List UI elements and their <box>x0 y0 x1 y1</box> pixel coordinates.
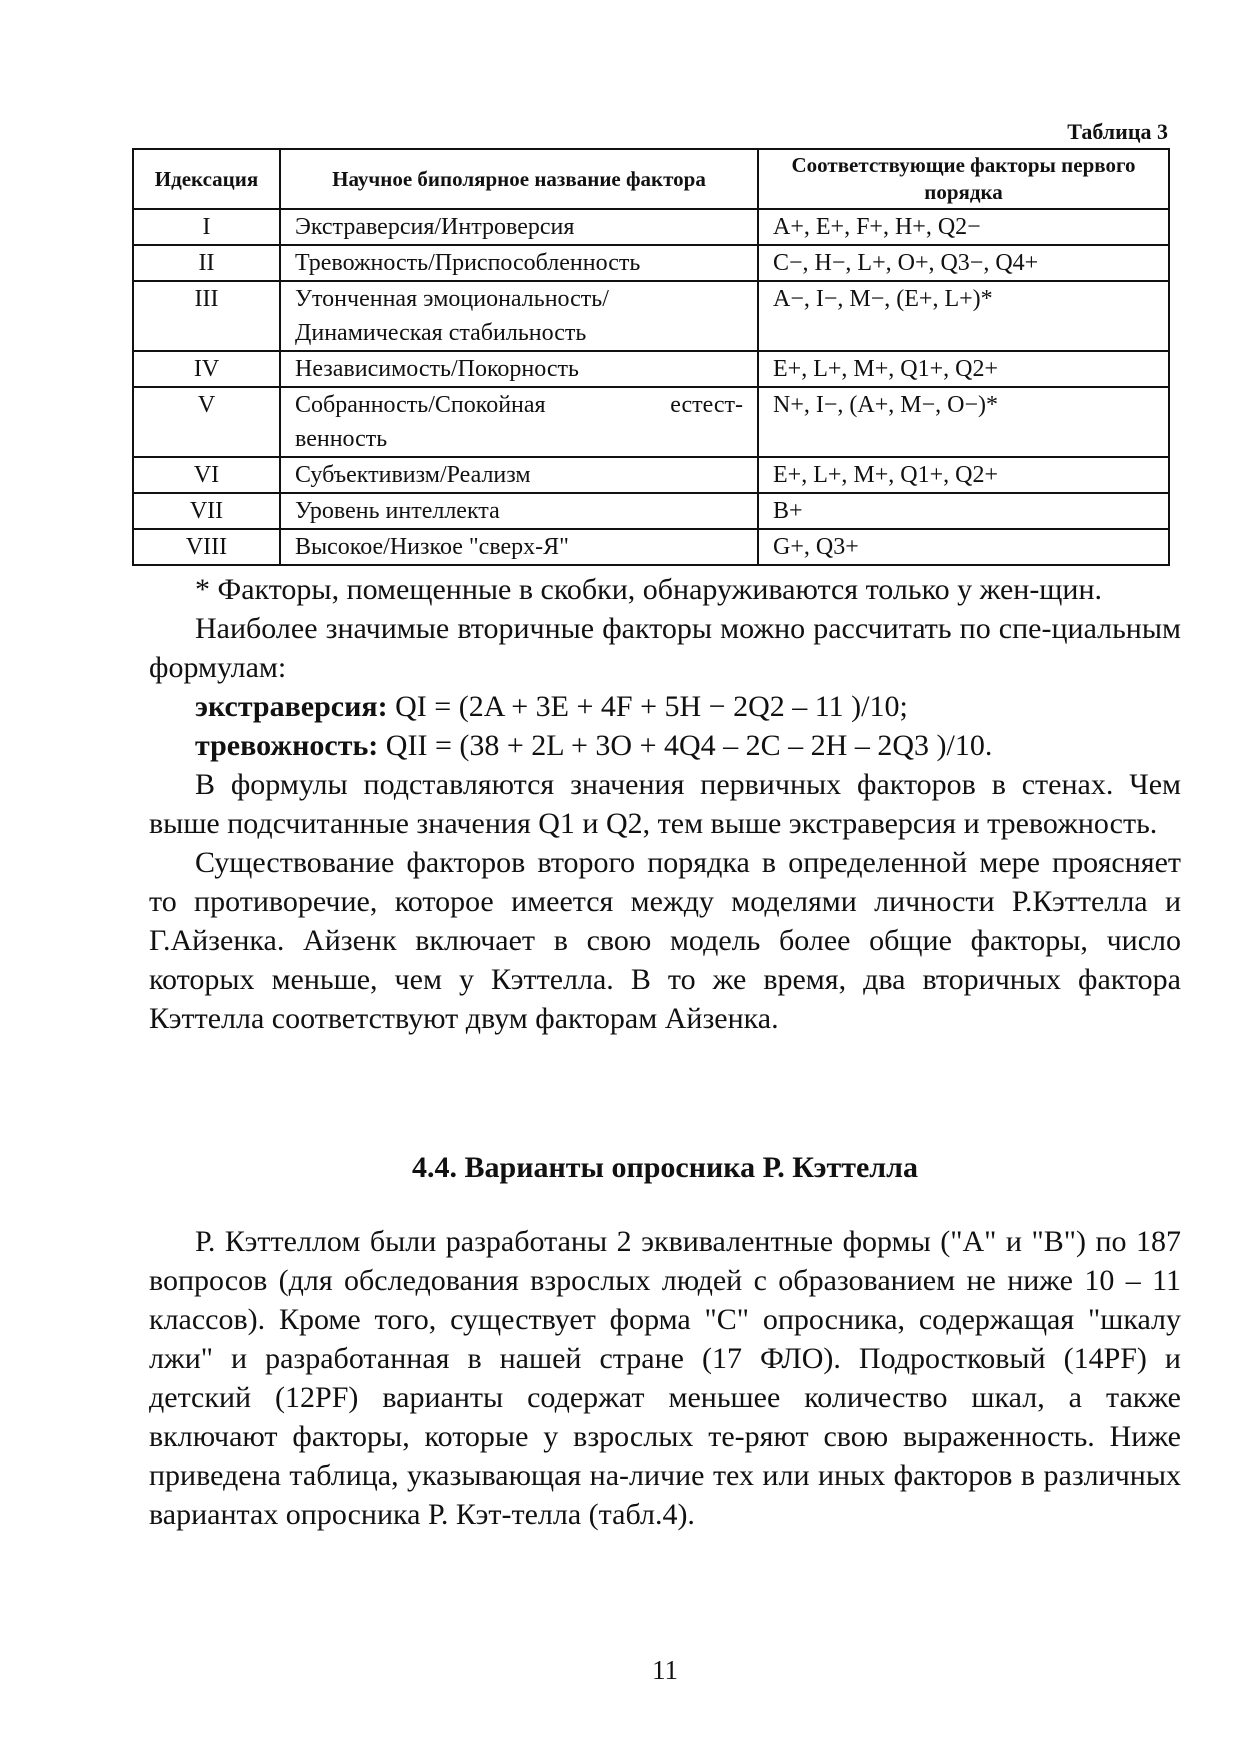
table-row <box>133 245 1169 281</box>
row-factors: A+, E+, F+, H+, Q2− <box>758 209 1169 245</box>
factors-table-container <box>132 148 1168 565</box>
row-index: II <box>133 245 280 281</box>
table-header-row <box>133 149 1169 209</box>
body-text-upper <box>149 570 1181 1038</box>
table-row <box>133 529 1169 565</box>
row-name <box>280 387 758 457</box>
header-factors: Соответствующие факторы первого порядка <box>758 149 1169 209</box>
row-index: IV <box>133 351 280 387</box>
row-factors: E+, L+, M+, Q1+, Q2+ <box>758 457 1169 493</box>
body-text-lower <box>149 1222 1181 1534</box>
row-index: V <box>133 387 280 457</box>
formula-extraversion-expr: QI = (2A + 3E + 4F + 5H − 2Q2 – 11 )/10; <box>395 690 908 723</box>
row-factors: B+ <box>758 493 1169 529</box>
row-factors: C−, H−, L+, O+, Q3−, Q4+ <box>758 245 1169 281</box>
table-row <box>133 351 1169 387</box>
table-row <box>133 457 1169 493</box>
formula-anxiety <box>149 726 1181 765</box>
header-name: Научное биполярное название фактора <box>280 149 758 209</box>
row-name-line2: Динамическая стабильность <box>295 320 587 346</box>
row-factors: N+, I−, (A+, M−, O−)* <box>758 387 1169 457</box>
header-index: Идексация <box>133 149 280 209</box>
formula-extraversion <box>149 687 1181 726</box>
row-name-line1: Утонченная эмоциональность/ <box>295 286 609 312</box>
paragraph-stens: В формулы подставляются значения первичных факторов в стенах. Чем выше подсчитанные значения Q1 и Q2, тем выше экстраверсия и тревожность. <box>149 768 1181 840</box>
table-row <box>133 209 1169 245</box>
row-name <box>280 281 758 351</box>
row-factors: E+, L+, M+, Q1+, Q2+ <box>758 351 1169 387</box>
row-name: Тревожность/Приспособленность <box>280 245 758 281</box>
row-name-line2: венность <box>295 426 388 452</box>
section-heading: 4.4. Варианты опросника Р. Кэттелла <box>412 1151 918 1184</box>
row-name: Субъективизм/Реализм <box>280 457 758 493</box>
paragraph-variants: Р. Кэттеллом были разработаны 2 эквивалентные формы ("А" и "В") по 187 вопросов (для обследования взрослых людей с образованием не ниже 10 – 11 классов). Кроме того, существует форма "С" опросника, содержащая "шкалу лжи" и разработанная в нашей стране (17 ФЛО). Подростковый (14PF) и детский (12PF) варианты содержат меньшее количество шкал, а также включают факторы, которые у взрослых те-ряют свою выраженность. Ниже приведена таблица, указывающая на-личие тех или иных факторов в различных вариантах опросника Р. Кэт-телла (табл.4). <box>149 1225 1181 1531</box>
row-factors: A−, I−, M−, (E+, L+)* <box>758 281 1169 351</box>
row-index: VII <box>133 493 280 529</box>
table-caption: Таблица 3 <box>1067 119 1168 144</box>
row-name-line1: Собранность/Спокойная естест- <box>295 392 743 418</box>
table-row <box>133 281 1169 351</box>
table-row <box>133 387 1169 457</box>
row-factors: G+, Q3+ <box>758 529 1169 565</box>
footnote: * Факторы, помещенные в скобки, обнаруживаются только у жен-щин. <box>195 573 1103 606</box>
row-index: I <box>133 209 280 245</box>
factors-table <box>132 148 1170 566</box>
row-name: Высокое/Низкое "сверх-Я" <box>280 529 758 565</box>
row-index: VI <box>133 457 280 493</box>
row-name: Экстраверсия/Интроверсия <box>280 209 758 245</box>
row-index: VIII <box>133 529 280 565</box>
row-name: Независимость/Покорность <box>280 351 758 387</box>
paragraph-formulas-intro: Наиболее значимые вторичные факторы можно рассчитать по спе-циальным формулам: <box>149 612 1181 684</box>
row-index: III <box>133 281 280 351</box>
formula-extraversion-label: экстраверсия: <box>195 690 388 723</box>
page-number: 11 <box>652 1655 678 1685</box>
table-row <box>133 493 1169 529</box>
formula-anxiety-label: тревожность: <box>195 729 379 762</box>
formula-anxiety-expr: QII = (38 + 2L + 3O + 4Q4 – 2C – 2H – 2Q3 )/10. <box>385 729 993 762</box>
paragraph-second-order: Существование факторов второго порядка в определенной мере проясняет то противоречие, которое имеется между моделями личности Р.Кэттелла и Г.Айзенка. Айзенк включает в свою модель более общие факторы, число которых меньше, чем у Кэттелла. В то же время, два вторичных фактора Кэттелла соответствуют двум факторам Айзенка. <box>149 846 1181 1035</box>
row-name: Уровень интеллекта <box>280 493 758 529</box>
